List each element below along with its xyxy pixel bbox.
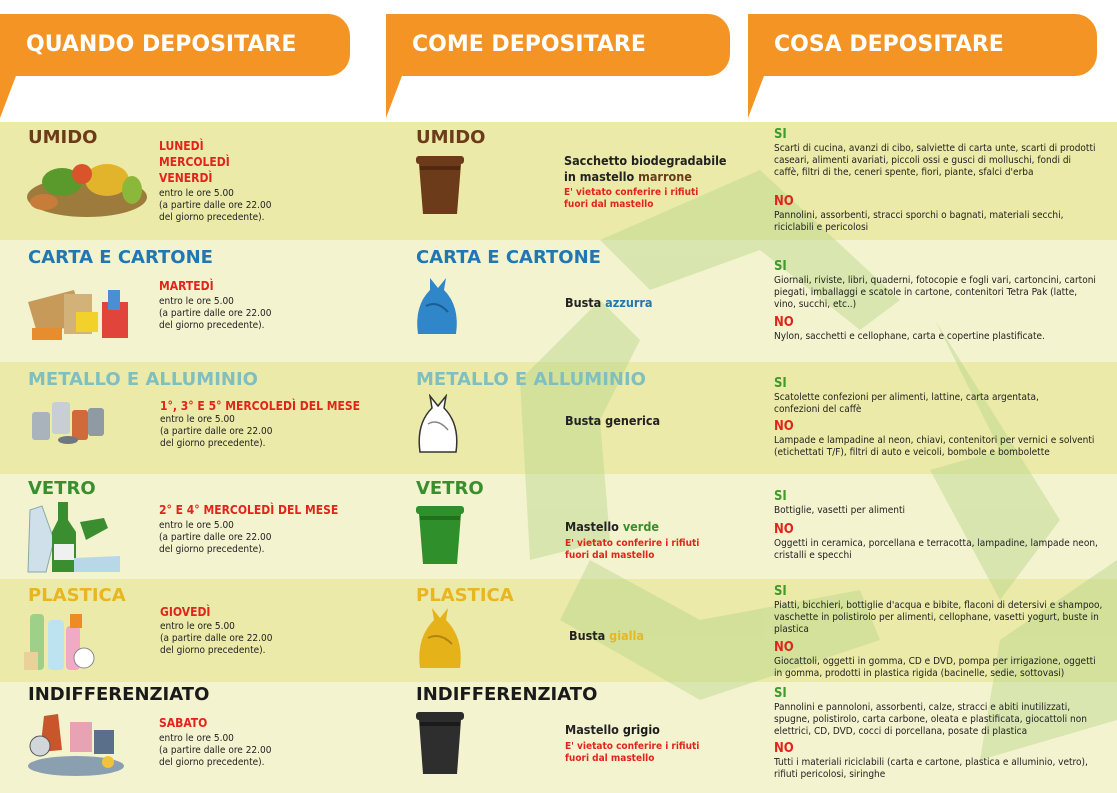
tab-come-tail — [386, 60, 408, 118]
indifferenziato-how-color: grigio — [622, 722, 660, 737]
vetro-how-prefix: Mastello — [565, 519, 623, 534]
umido-day-2: MERCOLEDÌ — [159, 155, 230, 169]
plastica-no-label: NO — [774, 640, 794, 655]
umido-time-3: del giorno precedente). — [159, 212, 265, 223]
indifferenziato-day-1: SABATO — [159, 716, 208, 730]
plastica-time-1: entro le ore 5.00 — [160, 621, 235, 632]
carta-si-text: Giornali, riviste, libri, quaderni, fotocopie e fogli vari, cartoncini, cartoni piegati, imballaggi e scatole in cartone, contenitori Tetra Pak (latte, vino, succhi, etc..) — [774, 275, 1096, 310]
umido-no-label: NO — [774, 194, 794, 209]
vetro-warning-2: fuori dal mastello — [565, 550, 655, 561]
carta-si-label: SI — [774, 259, 787, 274]
tab-cosa-tail — [748, 60, 770, 118]
metallo-how-title: METALLO E ALLUMINIO — [416, 369, 646, 390]
umido-title: UMIDO — [28, 127, 98, 148]
umido-how-color: marrone — [638, 169, 692, 184]
grey-bin-icon — [414, 710, 466, 776]
metallo-no-text: Lampade e lampadine al neon, chiavi, contenitori per vernici e solventi (etichettati T/F), filtri di auto e veicoli, bombole e bombolette — [774, 435, 1095, 458]
umido-no-text: Pannolini, assorbenti, stracci sporchi o bagnati, materiali secchi, riciclabili e pericolosi — [774, 210, 1064, 233]
plastica-how-color: gialla — [609, 628, 644, 643]
carta-time-3: del giorno precedente). — [159, 320, 265, 331]
generic-bag-icon — [414, 394, 462, 456]
indifferenziato-how — [565, 722, 660, 738]
mixed-waste-icon — [24, 706, 130, 780]
brown-bin-icon — [414, 154, 466, 216]
plastica-time-2: (a partire dalle ore 22.00 — [160, 633, 273, 644]
umido-warning-1: E' vietato conferire i rifiuti — [564, 187, 699, 198]
glass-bottles-icon — [24, 500, 124, 578]
metallo-time-2: (a partire dalle ore 22.00 — [160, 426, 273, 437]
plastica-si-text: Piatti, bicchieri, bottiglie d'acqua e bibite, flaconi di detersivi e shampoo, vaschette in polistirolo per alimenti, cellophane, vasetti yogurt, buste in plastica — [774, 600, 1103, 635]
indifferenziato-no-text: Tutti i materiali riciclabili (carta e cartone, plastica e alluminio, vetro), rifiuti pericolosi, siringhe — [774, 757, 1088, 780]
umido-how-line2 — [564, 169, 692, 185]
umido-si-text: Scarti di cucina, avanzi di cibo, salviette di carta unte, scarti di prodotti caseari, alimenti avariati, piccoli ossi e gusci di molluschi, fondi di caffè, filtri di the, ceneri spente, fiori, piante, sfalci d'erba — [774, 143, 1096, 178]
indifferenziato-how-title: INDIFFERENZIATO — [416, 684, 598, 705]
plastica-si-label: SI — [774, 584, 787, 599]
vetro-no-text: Oggetti in ceramica, porcellana e terracotta, lampadine, lampade neon, cristalli e specchi — [774, 538, 1098, 561]
tab-quando-tail — [0, 60, 22, 118]
umido-si-label: SI — [774, 127, 787, 142]
carta-title: CARTA E CARTONE — [28, 247, 213, 268]
vetro-how — [565, 519, 659, 535]
plastica-day-1: GIOVEDÌ — [160, 605, 211, 619]
metallo-title: METALLO E ALLUMINIO — [28, 369, 258, 390]
vetro-day-1: 2° E 4° MERCOLEDÌ DEL MESE — [159, 503, 339, 517]
umido-time-1: entro le ore 5.00 — [159, 188, 234, 199]
vetro-si-label: SI — [774, 489, 787, 504]
food-waste-icon — [22, 152, 152, 222]
plastica-time-3: del giorno precedente). — [160, 645, 266, 656]
carta-no-text: Nylon, sacchetti e cellophane, carta e copertine plastificate. — [774, 331, 1045, 342]
indifferenziato-warning-2: fuori dal mastello — [565, 753, 655, 764]
indifferenziato-si-text: Pannolini e pannoloni, assorbenti, calze, stracci e abiti inutilizzati, spugne, polistirolo, carta carbone, oleata e plastificata, giocattoli non elettrici, CD, DVD, cocci di porcellana, posate di plastica — [774, 702, 1087, 737]
indifferenziato-title: INDIFFERENZIATO — [28, 684, 210, 705]
plastica-how-title: PLASTICA — [416, 585, 514, 606]
umido-how-title: UMIDO — [416, 127, 486, 148]
indifferenziato-time-2: (a partire dalle ore 22.00 — [159, 745, 272, 756]
vetro-title: VETRO — [28, 478, 96, 499]
carta-how — [565, 295, 653, 311]
plastic-items-icon — [22, 606, 98, 676]
blue-bag-icon — [412, 276, 462, 338]
indifferenziato-time-3: del giorno precedente). — [159, 757, 265, 768]
metallo-day-1: 1°, 3° E 5° MERCOLEDÌ DEL MESE — [160, 399, 361, 413]
plastica-title: PLASTICA — [28, 585, 126, 606]
tab-cosa: COSA DEPOSITARE — [748, 14, 1097, 76]
tab-come: COME DEPOSITARE — [386, 14, 730, 76]
umido-how-prefix: in mastello — [564, 169, 639, 184]
vetro-how-title: VETRO — [416, 478, 484, 499]
vetro-no-label: NO — [774, 522, 794, 537]
indifferenziato-warning-1: E' vietato conferire i rifiuti — [565, 741, 700, 752]
umido-time-2: (a partire dalle ore 22.00 — [159, 200, 272, 211]
vetro-time-2: (a partire dalle ore 22.00 — [159, 532, 272, 543]
carta-no-label: NO — [774, 315, 794, 330]
carta-day-1: MARTEDÌ — [159, 279, 214, 293]
carta-how-prefix: Busta — [565, 295, 606, 310]
carta-how-title: CARTA E CARTONE — [416, 247, 601, 268]
vetro-warning-1: E' vietato conferire i rifiuti — [565, 538, 700, 549]
indifferenziato-si-label: SI — [774, 686, 787, 701]
plastica-how-prefix: Busta — [569, 628, 610, 643]
metallo-si-label: SI — [774, 376, 787, 391]
indifferenziato-time-1: entro le ore 5.00 — [159, 733, 234, 744]
green-bin-icon — [414, 504, 466, 566]
carta-time-2: (a partire dalle ore 22.00 — [159, 308, 272, 319]
metallo-si-text: Scatolette confezioni per alimenti, lattine, carta argentata, confezioni del caffè — [774, 392, 1039, 415]
metallo-no-label: NO — [774, 419, 794, 434]
indifferenziato-how-prefix: Mastello — [565, 722, 623, 737]
indifferenziato-no-label: NO — [774, 741, 794, 756]
vetro-how-color: verde — [622, 519, 660, 534]
yellow-bag-icon — [414, 606, 466, 672]
plastica-how — [569, 628, 644, 644]
umido-warning-2: fuori dal mastello — [564, 199, 654, 210]
plastica-no-text: Giocattoli, oggetti in gomma, CD e DVD, pompa per irrigazione, oggetti in gomma, prodotti in plastica rigida (bacinelle, sedie, sottovasi) — [774, 656, 1096, 679]
carta-time-1: entro le ore 5.00 — [159, 296, 234, 307]
metallo-how: Busta generica — [565, 413, 661, 428]
metallo-time-1: entro le ore 5.00 — [160, 414, 235, 425]
paper-waste-icon — [24, 272, 138, 346]
vetro-time-3: del giorno precedente). — [159, 544, 265, 555]
vetro-time-1: entro le ore 5.00 — [159, 520, 234, 531]
umido-how-line1: Sacchetto biodegradabile — [564, 153, 727, 168]
umido-day-1: LUNEDÌ — [159, 139, 204, 153]
carta-how-color: azzurra — [605, 295, 653, 310]
vetro-si-text: Bottiglie, vasetti per alimenti — [774, 505, 906, 516]
metallo-time-3: del giorno precedente). — [160, 438, 266, 449]
tab-quando: QUANDO DEPOSITARE — [0, 14, 350, 76]
metal-cans-icon — [28, 398, 108, 446]
umido-day-3: VENERDÌ — [159, 171, 213, 185]
